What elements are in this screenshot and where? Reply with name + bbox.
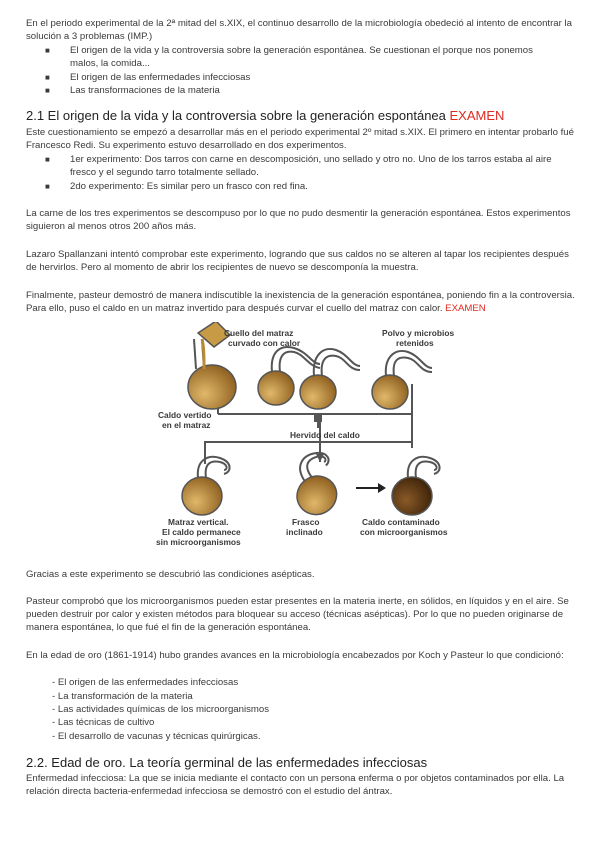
label-caldo-2: en el matraz: [162, 420, 211, 430]
asepticas-paragraph: Gracias a este experimento se descubrió las condiciones asépticas.: [26, 569, 315, 580]
flask-vertical: [182, 457, 230, 515]
flask-heated: [300, 349, 360, 428]
bullet-marker: ■: [45, 155, 50, 164]
section-2-title: 2.2. Edad de oro. La teoría germinal de las enfermedades infecciosas: [26, 755, 428, 770]
label-polvo-2: retenidos: [396, 338, 434, 348]
pasteur-paragraph: [26, 289, 578, 315]
label-cuello-1: Cuello del matraz: [224, 328, 294, 338]
label-contaminado-2: con microorganismos: [360, 527, 448, 537]
label-vertical-3: sin microorganismos: [156, 537, 241, 547]
bullet-marker: ■: [45, 73, 50, 82]
label-polvo-1: Polvo y microbios: [382, 328, 455, 338]
pasteur-experiment-figure: [150, 322, 470, 554]
bullet-marker: ■: [45, 182, 50, 191]
pasteur-paragraph-text: Finalmente, pasteur demostró de manera indiscutible la inexistencia de la generación espontánea, poniendo fin a la controversia. Para ello, puso el caldo en un matraz invertido para después curvar el cuello del matraz con calor.: [26, 290, 575, 315]
flask-contaminated: [392, 457, 440, 515]
label-vertical-1: Matraz vertical.: [168, 517, 229, 527]
pasteur-conclusion-paragraph: Pasteur comprobó que los microorganismos pueden estar presentes en la materia inerte, en sólidos, en líquidos y en el aire. Se pueden destruir por calor y existen métodos para bloquear su acceso (técnicas asépticas). Por lo que no pueden originarse de manera espontánea, lo que fué el fin de la generación espontánea.: [26, 596, 569, 634]
redi-experiment-1: 1er experimento: Dos tarros con carne en descomposición, uno sellado y otro no. Uno de los tarros estaba al aire fresco y el segundo tarro totalmente sellado.: [70, 154, 552, 179]
label-inclinado-1: Frasco: [292, 517, 320, 527]
spallanzani-paragraph: Lazaro Spallanzani intentó comprobar este experimento, logrando que sus caldos no se alteren al tapar los recipientes después de hervirlos. Pero al momento de abrir los recipientes de nuevo se descomponía la muestra.: [26, 249, 569, 274]
intro-bullet-1: El origen de la vida y la controversia sobre la generación espontánea. Se cuestionan el porque nos ponemos malos, la comida...: [70, 45, 533, 70]
label-inclinado-2: inclinado: [286, 527, 323, 537]
intro-paragraph: En el periodo experimental de la 2ª mitad del s.XIX, el continuo desarrollo de la microbiología obedeció al intento de encontrar la solución a 3 problemas (IMP.): [26, 18, 572, 43]
redi-experiment-2: 2do experimento: Es similar pero un frasco con red fina.: [70, 181, 308, 192]
dash-item: - Las actividades químicas de los microorganismos: [52, 704, 270, 715]
label-caldo-1: Caldo vertido: [158, 410, 212, 420]
label-hervido: Hervido del caldo: [290, 430, 360, 440]
label-vertical-2: El caldo permanece: [162, 527, 241, 537]
dash-item: - Las técnicas de cultivo: [52, 717, 155, 728]
arrow-head: [316, 454, 324, 462]
flask-tilted: [281, 448, 350, 522]
label-cuello-2: curvado con calor: [228, 338, 301, 348]
exam-tag-2: EXAMEN: [445, 303, 486, 315]
arrow-head: [378, 483, 386, 493]
dash-item: - El origen de las enfermedades infecciosas: [52, 677, 239, 688]
intro-bullet-3: Las transformaciones de la materia: [70, 85, 220, 96]
dash-item: - La transformación de la materia: [52, 691, 193, 702]
edad-de-oro-paragraph: En la edad de oro (1861-1914) hubo grandes avances en la microbiología encabezados por Koch y Pasteur lo que condicionó:: [26, 650, 564, 661]
exam-tag: EXAMEN: [449, 108, 505, 123]
section-1-paragraph: Este cuestionamiento se empezó a desarrollar más en el periodo experimental 2º mitad s.XIX. El primero en intentar probarlo fué Francesco Redi. Su experimento estuvo desarrollado en dos experimentos.: [26, 127, 574, 152]
bullet-marker: ■: [45, 46, 50, 55]
section-1-heading: [26, 108, 504, 124]
bullet-marker: ■: [45, 86, 50, 95]
flask-dust-retained: [372, 351, 432, 409]
section-2-paragraph: Enfermedad infecciosa: La que se inicia mediante el contacto con un persona enferma o por objetos contaminados por ella. La relación directa bacteria-enfermedad infecciosa se demostró con el estudio del ántrax.: [26, 773, 565, 798]
intro-bullet-2: El origen de las enfermedades infecciosas: [70, 72, 251, 83]
dash-item: - El desarrollo de vacunas y técnicas quirúrgicas.: [52, 731, 261, 742]
section-1-title: 2.1 El origen de la vida y la controversia sobre la generación espontánea: [26, 108, 446, 123]
label-contaminado-1: Caldo contaminado: [362, 517, 440, 527]
carne-paragraph: La carne de los tres experimentos se descompuso por lo que no pudo desmentir la generación espontánea. Estos experimentos siguieron al menos otros 200 años más.: [26, 208, 571, 233]
